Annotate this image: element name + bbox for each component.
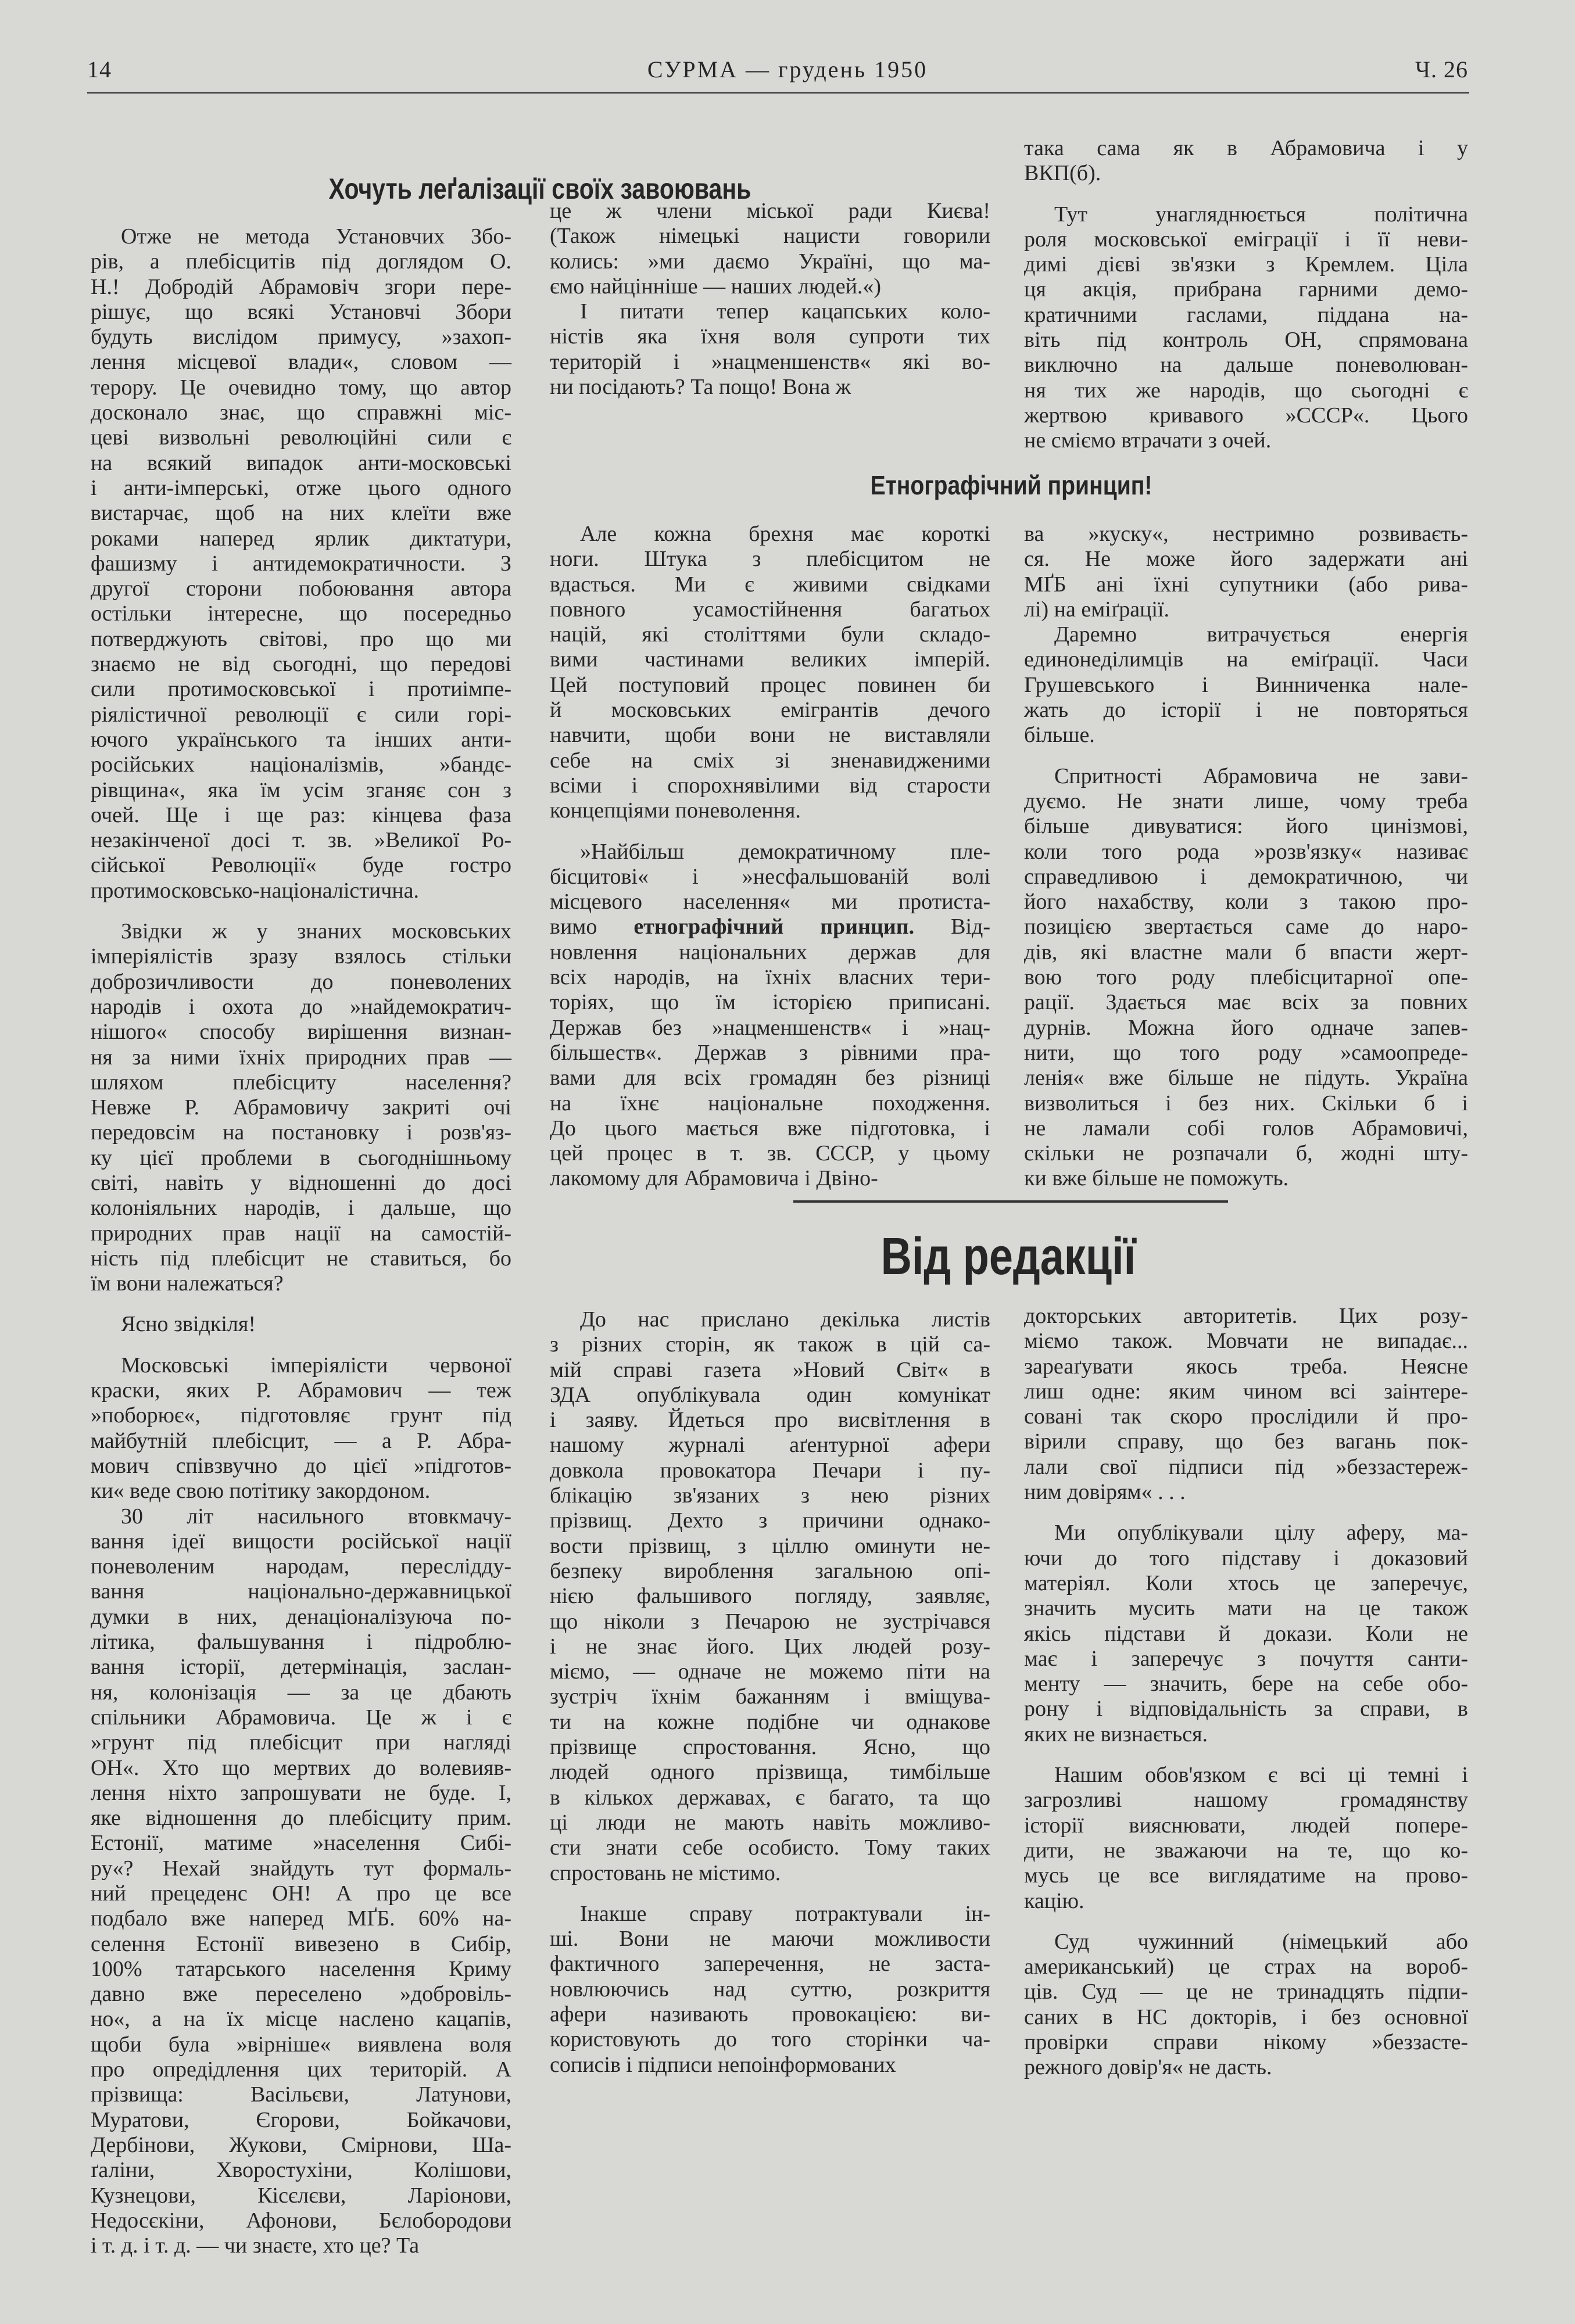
text-line: ців. Суд — це не тринадцять підпи- — [1024, 1979, 1468, 2004]
text-line: лиш одне: яким чином всі заінтере- — [1024, 1379, 1468, 1404]
text-line: роля московської еміграції і її неви- — [1024, 227, 1468, 252]
text-line: Московські імперіялісти червоної — [121, 1353, 511, 1378]
text-line: другої сторони побоювання автора — [91, 576, 511, 601]
text-line: зареаґувати якось треба. Неясне — [1024, 1354, 1468, 1379]
text-line: »поборює«, підготовляє грунт під — [91, 1403, 511, 1428]
text-line: сти знати себе особисто. Тому таких — [550, 1835, 990, 1860]
text-line: прізвища: Васільєви, Латунови, — [91, 2082, 511, 2107]
text-line: ся. Не може його задержати ані — [1024, 547, 1468, 572]
text-line: й московських емігрантів дечого — [550, 698, 990, 723]
text-line: яких не визнається. — [1024, 1722, 1208, 1746]
text-line: дуємо. Не знати лише, чому треба — [1024, 788, 1468, 813]
text-line: ня, колонізація — за це дбають — [91, 1680, 511, 1705]
text-line: матеріял. Коли хтось це заперечує, — [1024, 1570, 1468, 1595]
text-line: ку цієї проблеми в сьогоднішньому — [91, 1145, 511, 1170]
text-line: в кількох державах, є багато, та що — [550, 1785, 990, 1810]
text-line: сійської Революції« буде гостро — [91, 853, 511, 878]
text-line: колись: »ми даємо Україні, що ма- — [550, 249, 990, 274]
paragraph — [550, 1902, 990, 2078]
text-line: вистарчає, щоб на них клеїти вже — [91, 501, 511, 526]
text-line: афери називають провокацією: ви- — [550, 2002, 990, 2027]
text-line: нією фальшивого погляду, заявляє, — [550, 1584, 990, 1609]
text-line: Нашим обов'язком є всі ці темні і — [1054, 1763, 1468, 1788]
text-line: подбало вже наперед МҐБ. 60% на- — [91, 1906, 511, 1931]
text-line: визволиться і без них. Скільки б і — [1024, 1091, 1468, 1116]
paragraph — [1024, 622, 1468, 748]
paragraph — [1024, 1763, 1468, 1914]
text-line: жать до історії і не повторяться — [1024, 698, 1468, 723]
paragraph-group — [1024, 522, 1468, 748]
text-line: вою того роду плебісцитарної опе- — [1024, 965, 1468, 990]
text-line: лали свої підписи під »беззастереж- — [1024, 1454, 1468, 1479]
text-segment: Від- — [914, 914, 990, 939]
text-line: ни посідають? Та пощо! Вона ж — [550, 375, 851, 400]
text-line: коли того рода »розв'язку« називає — [1024, 839, 1468, 864]
text-line: знаємо не від сьогодні, що передові — [91, 652, 511, 677]
text-line: ючого українського та інших анти- — [91, 727, 511, 752]
text-line: міємо, — одначе не можемо піти на — [550, 1659, 990, 1684]
text-line: його нахабству, коли з такою про- — [1024, 890, 1468, 914]
text-line: докторських авторитетів. Цих розу- — [1024, 1304, 1468, 1328]
section-column-middle — [550, 522, 990, 1207]
text-line: дів, які властне мали б впасти жерт- — [1024, 939, 1468, 964]
text-line: ЗДА опублікувала один комунікат — [550, 1382, 990, 1407]
text-line: спільники Абрамовича. Це ж і є — [91, 1705, 511, 1730]
text-line: міємо також. Мовчати не випадає... — [1024, 1329, 1468, 1354]
paragraph — [1024, 1304, 1468, 1505]
text-line: блікацію зв'язаних з нею різних — [550, 1483, 990, 1508]
text-line: передовсім на постановку і розв'яз- — [91, 1120, 511, 1145]
text-line: До нас прислано декілька листів — [580, 1307, 990, 1332]
text-line: мій справі газета »Новий Світ« в — [550, 1357, 990, 1382]
text-line: американський) це страх на вороб- — [1024, 1954, 1468, 1979]
paragraph-group — [550, 1902, 990, 2078]
text-line: очей. Ще і ще раз: кінцева фаза — [91, 802, 511, 827]
text-line: нити, що того роду »самоопреде- — [1024, 1040, 1468, 1065]
text-line: російських націоналізмів, »бандє- — [91, 752, 511, 777]
text-line: ВКП(б). — [1024, 161, 1101, 186]
text-line: ючи до того підставу і доказовий — [1024, 1545, 1468, 1570]
text-line: рівщина«, яка їм усім зганяє сон з — [91, 777, 511, 802]
text-line: нішого« способу вирішення визнан- — [91, 1020, 511, 1045]
text-line: довкола провокатора Печари і пу- — [550, 1458, 990, 1483]
text-line: їм вони належаться? — [91, 1271, 284, 1296]
text-line: ші. Вони не маючи можливости — [550, 1927, 990, 1952]
text-line: лення місцевої влади«, словом — — [91, 350, 511, 375]
text-line: лення ніхто запрошувати не буде. І, — [91, 1780, 511, 1805]
text-line: мусь це все виглядатиме на прово- — [1024, 1863, 1468, 1888]
editorial-column-middle — [550, 1307, 990, 2093]
text-line: ґаліни, Хворостухіни, Колішови, — [91, 2158, 511, 2183]
paragraph — [550, 522, 990, 824]
editorial-title: Від редакції — [880, 1228, 1136, 1286]
text-line: більше. — [1024, 723, 1095, 748]
issue-number: Ч. 26 — [1415, 56, 1468, 83]
text-line: цеві визвольні революційні сили є — [91, 425, 511, 450]
paragraph — [550, 199, 990, 299]
text-line: про опредідлення цих територій. А — [91, 2057, 511, 2082]
text-line: торіях, що їм історією приписані. — [550, 990, 990, 1015]
text-line: шляхом плебісциту населення? — [91, 1070, 511, 1095]
text-line: ленія« вже більше не підуть. Україна — [1024, 1066, 1468, 1091]
text-line: но«, а на їх місце наслено кацапів, — [91, 2007, 511, 2032]
text-line: роками наперед ярлик диктатури, — [91, 526, 511, 551]
paragraph — [1024, 202, 1468, 454]
text-line: спростовань не містимо. — [550, 1860, 781, 1885]
text-line: ки« веде свою потітику закордоном. — [91, 1479, 431, 1504]
text-line: Муратови, Єгорови, Бойкачови, — [91, 2107, 511, 2132]
text-line: Недосєкіни, Афонови, Бєлобородови — [91, 2208, 511, 2233]
paragraph — [1024, 764, 1468, 1192]
text-line: націй, які століттями були складо- — [550, 622, 990, 647]
text-line: лакомому для Абрамовича і Двіно- — [550, 1166, 878, 1191]
text-line: вірили справу, що без вагань пок- — [1024, 1429, 1468, 1454]
text-line: досконало знає, що справжні міс- — [91, 400, 511, 425]
text-line: ру«? Нехай знайдуть тут формаль- — [91, 1856, 511, 1881]
text-line: яке відношення до плебісциту прим. — [91, 1806, 511, 1831]
text-line: Отже не метода Установчих Збо- — [121, 224, 511, 249]
text-line: селення Естонії вивезено в Сибір, — [91, 1931, 511, 1956]
text-line: щоби була »вірніше« виявлена воля — [91, 2032, 511, 2057]
text-line: МҐБ ані їхні супутники (або рива- — [1024, 572, 1468, 597]
text-line: людей одного прізвища, тимбільше — [550, 1760, 990, 1785]
text-line: літика, фальшування і підроблю- — [91, 1630, 511, 1655]
text-line: загрозливі нашому громадянству — [1024, 1788, 1468, 1813]
paragraph — [550, 1307, 990, 1886]
text-line: колоніяльних народів, і дальше, що — [91, 1196, 511, 1221]
article-column-right — [1024, 136, 1468, 469]
text-line: доброзичливости до поневолених — [91, 969, 511, 994]
text-line: саних в НС докторів, і без основної — [1024, 2004, 1468, 2029]
text-line: справедливою і демократичною, чи — [1024, 864, 1468, 889]
text-line: протимосковсько-націоналістична. — [91, 878, 420, 903]
text-line: ня тих же народів, що сьогодні є — [1024, 378, 1468, 403]
masthead-title: СУРМА — грудень 1950 — [647, 56, 928, 83]
text-line: сили протимосковської і протиімпе- — [91, 677, 511, 702]
text-line: Тут унагляднюється політична — [1054, 202, 1468, 227]
paragraph-group — [91, 919, 511, 1296]
text-line: місцевого населення« ми протиста- — [550, 890, 990, 914]
text-line: дити, не зважаючи на те, що ко- — [1024, 1838, 1468, 1863]
text-line: »грунт під плебісцит при нагляді — [91, 1730, 511, 1755]
text-line: це ж члени міської ради Києва! — [550, 199, 990, 223]
text-line: Але кожна брехня має короткі — [580, 522, 990, 546]
text-line: нашому журналі аґентурної афери — [550, 1433, 990, 1458]
text-line: імперіялістів зразу взялось стільки — [91, 944, 511, 969]
text-line: лі) на еміґрації. — [1024, 597, 1170, 622]
text-line: територій і »нацменшенств« які во- — [550, 349, 990, 374]
text-line: скільки не розпачали б, жодні шту- — [1024, 1141, 1468, 1166]
text-line: Даремно витрачується енергія — [1054, 622, 1468, 647]
text-line: всіх народів, на їхніх власних тери- — [550, 965, 990, 990]
text-line: ноги. Штука з плебісцитом не — [550, 547, 990, 572]
text-line — [550, 914, 990, 939]
article-title: Хочуть леґалізації своїх завоювань — [328, 173, 751, 205]
text-line: сописів і підписи непоінформованих — [550, 2052, 896, 2077]
text-line: рації. Здається має всіх за повних — [1024, 990, 1468, 1015]
text-line: і т. д. і т. д. — чи знаєте, хто це? Та — [91, 2233, 420, 2258]
text-line: новлюючись над суттю, розкриття — [550, 1977, 990, 2002]
text-line: будуть вислідом примусу, »захоп- — [91, 325, 511, 350]
text-line: единонеділимців на еміґрації. Часи — [1024, 647, 1468, 672]
text-line: краски, яких Р. Абрамович — теж — [91, 1378, 511, 1403]
text-line: Звідки ж у знаних московських — [121, 919, 511, 944]
text-line: остільки інтересне, що посередньо — [91, 601, 511, 626]
text-line: (Також німецькі нацисти говорили — [550, 224, 990, 249]
text-line: новлення національних держав для — [550, 939, 990, 964]
paragraph-group — [1024, 764, 1468, 1192]
text-line: Невже Р. Абрамовичу закриті очі — [91, 1095, 511, 1120]
paragraph-group — [91, 1312, 511, 1337]
paragraph-group — [91, 224, 511, 903]
paragraph-group — [1024, 136, 1468, 187]
text-line: і анти-імперські, отже цього одного — [91, 475, 511, 500]
page-number: 14 — [87, 56, 112, 83]
text-line: Інакше справу потрактували ін- — [580, 1901, 990, 1926]
text-line: народів і охота до »найдемократич- — [91, 994, 511, 1019]
text-line: що ніколи з Печарою не зустрічався — [550, 1609, 990, 1634]
text-line: Ясно звідкіля! — [121, 1312, 256, 1337]
text-line: ріялістичної революції є сили горі- — [91, 702, 511, 727]
text-line: Дербінови, Жукови, Смірнови, Ша- — [91, 2132, 511, 2157]
text-line: природних прав нації на самостій- — [91, 1221, 511, 1246]
text-line: зустріч їхнім бажанням і вміщува- — [550, 1684, 990, 1709]
text-line: ОН«. Хто що мертвих до волевияв- — [91, 1755, 511, 1780]
text-line: позицією звертається саме до наро- — [1024, 914, 1468, 939]
text-line: рішує, що всякі Установчі Збори — [91, 299, 511, 324]
text-line: совані так скоро прослідили й про- — [1024, 1404, 1468, 1429]
text-segment: вимо — [550, 914, 634, 939]
text-line: повного усамостійнення багатьох — [550, 597, 990, 622]
text-line: думки в них, денаціоналізуюча по- — [91, 1604, 511, 1629]
text-line: світі, навіть у відношенні до досі — [91, 1170, 511, 1195]
paragraph-group — [1024, 1930, 1468, 2081]
text-line: більше дивуватися: його цинізмові, — [1024, 814, 1468, 839]
text-line: така сама як в Абрамовича і у — [1024, 136, 1468, 160]
text-line: і заяву. Йдеться про висвітлення в — [550, 1408, 990, 1433]
text-line: якісь підстави й докази. Коли не — [1024, 1621, 1468, 1646]
text-line: ня за ними їхніх природних прав — — [91, 1045, 511, 1070]
text-line: ним довірям« . . . — [1024, 1480, 1186, 1505]
text-line: більшеств«. Держав з рівними пра- — [550, 1040, 990, 1065]
paragraph-group — [550, 840, 990, 1192]
text-line: незакінченої досі т. зв. »Великої Ро- — [91, 828, 511, 853]
text-line: Кузнецови, Кісєлєви, Ларіонови, — [91, 2183, 511, 2208]
text-line: Цей поступовий процес повинен би — [550, 672, 990, 697]
text-line: себе на сміх зі зненавидженими — [550, 748, 990, 773]
text-line: цей процес в т. зв. СССР, у цьому — [550, 1141, 990, 1166]
text-line: фактичного заперечення, не заста- — [550, 1952, 990, 1977]
header-divider — [87, 92, 1469, 94]
text-line: ністів яка їхня воля супроти тих — [550, 324, 990, 349]
paragraph — [91, 1504, 511, 2259]
text-line: вости прізвищ, з ціллю оминути не- — [550, 1533, 990, 1558]
text-line: ний прецеденс ОН! А про це все — [91, 1881, 511, 1906]
text-line: прізвищ. Дехто з причини однако- — [550, 1508, 990, 1533]
text-line: ємо найцінніше — наших людей.«) — [550, 274, 882, 299]
text-line: режного довір'я« не дасть. — [1024, 2055, 1272, 2080]
text-line: ця акція, прибрана гарними демо- — [1024, 277, 1468, 302]
article-column-left — [91, 224, 511, 2274]
article-column-middle — [550, 199, 990, 415]
paragraph-group — [1024, 1520, 1468, 1747]
paragraph — [91, 1353, 511, 1504]
text-line: провірки справи нікому »беззасте- — [1024, 2030, 1468, 2055]
text-line: кратичними гаслами, піддана на- — [1024, 302, 1468, 327]
text-line: жертвою кривавого »СССР«. Цього — [1024, 403, 1468, 428]
paragraph-group — [1024, 202, 1468, 454]
text-line: вання національно-державницької — [91, 1579, 511, 1604]
text-line: терору. Це очевидно тому, що автор — [91, 375, 511, 400]
text-line: має і заперечує з почуття санти- — [1024, 1646, 1468, 1671]
text-line: значить мусить мати на це також — [1024, 1596, 1468, 1621]
text-line: поневоленим народам, переслідду- — [91, 1554, 511, 1579]
text-line: віть під контроль ОН, спрямована — [1024, 328, 1468, 353]
text-line: вання історії, детермінація, заслан- — [91, 1655, 511, 1680]
text-line: безпеку вироблення загальною опі- — [550, 1558, 990, 1583]
text-line: І питати тепер кацапських коло- — [580, 299, 990, 324]
text-line: на всякий випадок анти-московські — [91, 450, 511, 475]
paragraph — [1024, 1930, 1468, 2081]
paragraph-group — [550, 1307, 990, 1886]
text-line: ва »куску«, нестримно розвиваєть- — [1024, 522, 1468, 546]
text-line: кацію. — [1024, 1888, 1084, 1913]
text-line: До цього мається вже підготовка, і — [550, 1116, 990, 1141]
bold-phrase: етнографічний принцип. — [633, 914, 915, 939]
text-line: ність під плебісцит не ставиться, бо — [91, 1246, 511, 1271]
paragraph-group — [550, 522, 990, 824]
text-line: навчити, щоби вони не виставляли — [550, 723, 990, 748]
paragraph-group — [1024, 1304, 1468, 1505]
text-line: майбутній плебісцит, — а Р. Абра- — [91, 1428, 511, 1453]
text-line: бісцитові« і »несфальшованій волі — [550, 864, 990, 889]
text-line: Держав без »нацменшенств« і »нац- — [550, 1015, 990, 1040]
section-column-right — [1024, 522, 1468, 1207]
text-line: 100% татарського населення Криму — [91, 1956, 511, 1981]
text-line: вими частинами великих імперій. — [550, 647, 990, 672]
text-line: вдасться. Ми є живими свідками — [550, 572, 990, 597]
text-line: Естонії, матиме »населення Сибі- — [91, 1831, 511, 1856]
section-divider — [793, 1200, 1228, 1203]
text-line: не сміємо втрачати з очей. — [1024, 428, 1272, 453]
text-line: прізвище спростовання. Ясно, що — [550, 1735, 990, 1760]
text-line: 30 літ насильного втовкмачу- — [121, 1504, 511, 1529]
text-line: не ламали собі голов Абрамовичі, — [1024, 1116, 1468, 1141]
text-line: Ми опублікували цілу аферу, ма- — [1054, 1520, 1468, 1545]
text-line: ки вже більше не поможуть. — [1024, 1166, 1289, 1191]
text-line: рів, а плебісцитів під доглядом О. — [91, 249, 511, 274]
text-line: димі дієві зв'язки з Кремлем. Ціла — [1024, 252, 1468, 277]
text-line: на їхнє національне походження. — [550, 1091, 990, 1116]
text-line: вами для всіх громадян без різниці — [550, 1066, 990, 1091]
text-line: вання ідеї вищости російської нації — [91, 1529, 511, 1554]
text-line: потверджують світові, про що ми — [91, 626, 511, 651]
text-line: Спритності Абрамовича не зави- — [1054, 763, 1468, 788]
text-line: фашизму і антидемократичности. З — [91, 551, 511, 576]
text-line: історії вияснювати, людей попере- — [1024, 1813, 1468, 1838]
text-line: користовують до того сторінки ча- — [550, 2027, 990, 2052]
text-line: рону і відповідальність за справи, в — [1024, 1697, 1468, 1722]
text-line: Н.! Добродій Абрамовіч згори пере- — [91, 274, 511, 299]
text-line: виключно на дальше поневолюван- — [1024, 353, 1468, 378]
section-title: Етнографічний принцип! — [870, 470, 1152, 500]
text-line: Грушевського і Винниченка нале- — [1024, 672, 1468, 697]
paragraph — [550, 840, 990, 1192]
text-line: концепціями поневолення. — [550, 798, 801, 823]
paragraph-group — [1024, 1763, 1468, 1914]
text-line: і не знає його. Цих людей розу- — [550, 1634, 990, 1659]
paragraph — [1024, 1520, 1468, 1747]
paragraph — [550, 299, 990, 400]
text-line: давно вже переселено »добровіль- — [91, 1982, 511, 2007]
text-line: ти на кожне подібне чи однакове — [550, 1709, 990, 1734]
text-line: ці люди не мають навіть можливо- — [550, 1810, 990, 1835]
paragraph — [91, 1312, 511, 1337]
text-line: дурнів. Можна його одначе запев- — [1024, 1015, 1468, 1040]
text-line: менту — значить, бере на себе обо- — [1024, 1672, 1468, 1697]
paragraph — [1024, 136, 1468, 187]
text-line: Суд чужинний (німецький або — [1054, 1929, 1468, 1954]
paragraph-group — [91, 1353, 511, 2259]
text-line: мович співзвучно до цієї »підготов- — [91, 1453, 511, 1478]
text-line: з різних сторін, як також в цій са- — [550, 1332, 990, 1357]
text-line: »Найбільш демократичному пле- — [580, 839, 990, 864]
editorial-column-right — [1024, 1304, 1468, 2096]
paragraph — [91, 919, 511, 1296]
text-line: всіми і спорохнявілими від старости — [550, 773, 990, 798]
paragraph — [1024, 522, 1468, 622]
paragraph — [91, 224, 511, 903]
paragraph-group — [550, 199, 990, 400]
